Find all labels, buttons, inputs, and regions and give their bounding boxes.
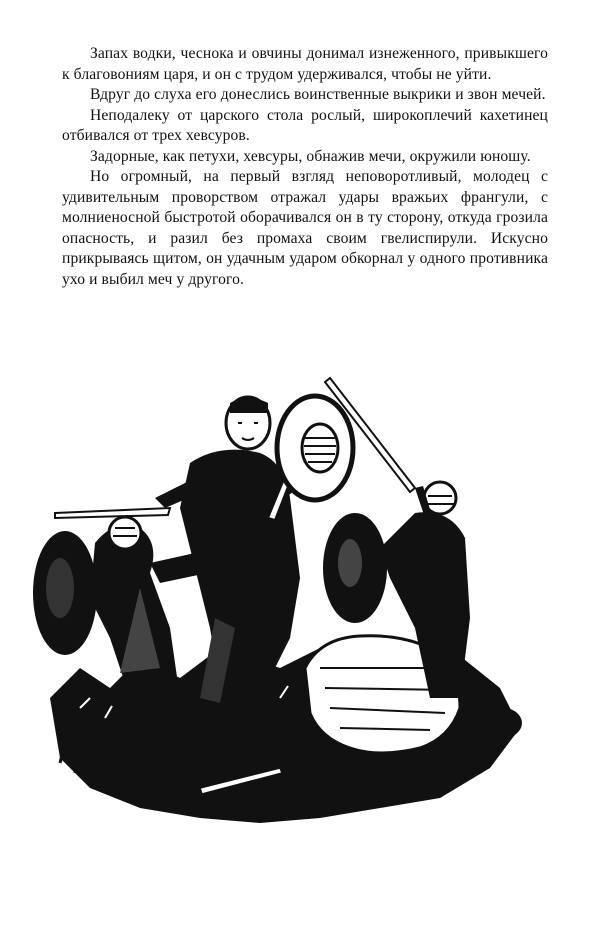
paragraph-2: Вдруг до слуха его донеслись воинственные выкрики и звон мечей. — [90, 86, 546, 103]
left-sword — [55, 508, 170, 518]
battle-illustration — [20, 368, 540, 838]
text-block — [62, 44, 548, 290]
paragraph-3: Неподалеку от царского стола рослый, широкоплечий кахетинец отбивался от трех хевсуров. — [62, 106, 548, 144]
paragraph-4: Задорные, как петухи, хевсуры, обнажив мечи, окружили юношу. — [90, 147, 531, 165]
paragraph-1: Запах водки, чеснока и овчины донимал изнеженного, привыкшего к благовониям царя, и он с трудом удерживался, чтобы не уйти. — [62, 45, 548, 83]
left-shield-boss — [46, 558, 74, 618]
battle-illustration-svg — [20, 368, 540, 838]
paragraph-5: Но огромный, на первый взгляд неповоротливый, молодец с удивительным проворством отражал удары вражьих франгули, с молниеносной быстротой оборачивался он в ту сторону, откуда грозила опасность, и разил без промаха своим гвелиспирули. Искусно прикрываясь щитом, он удачным ударом обкорнал у одного противника ухо и выбил меч у другого. — [62, 168, 548, 288]
far-right-shield — [478, 707, 522, 739]
